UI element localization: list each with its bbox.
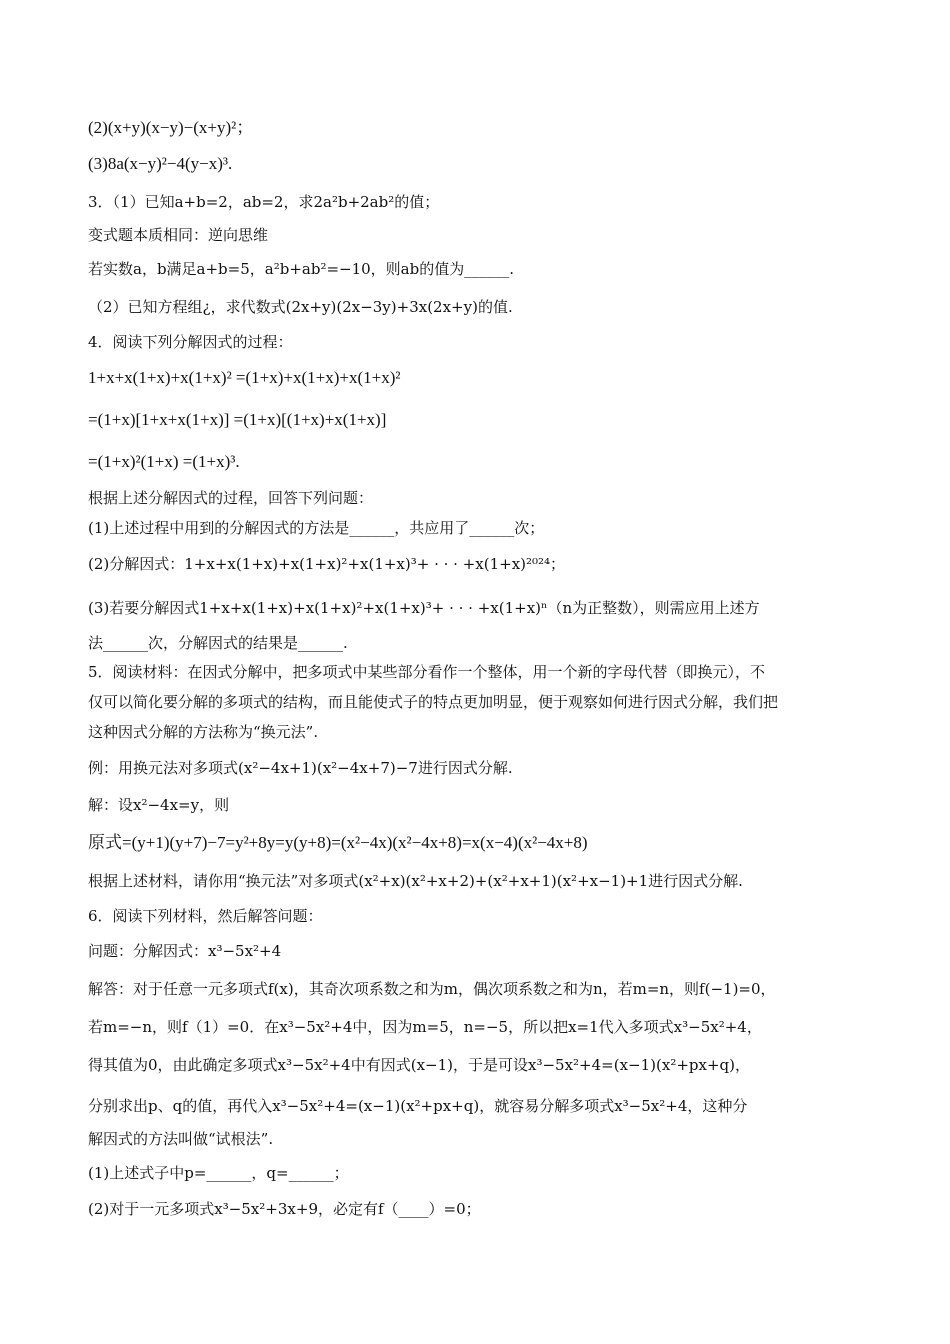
problem-6-answer-5: 解因式的方法叫做“试根法”. xyxy=(88,1130,274,1148)
problem-4-question-3: (3)若要分解因式1+x+x(1+x)+x(1+x)²+x(1+x)³+ · · · +x(1+x)ⁿ（n为正整数），则需应用上述方 xyxy=(88,599,760,617)
problem-4-instruction: 根据上述分解因式的过程，回答下列问题： xyxy=(88,489,374,507)
problem-6-problem: 问题：分解因式：x³−5x²+4 xyxy=(88,942,282,960)
problem-4-question-2: (2)分解因式：1+x+x(1+x)+x(1+x)²+x(1+x)³+ · · · +x(1+x)²⁰²⁴； xyxy=(88,555,566,573)
problem-6-answer-1: 解答：对于任意一元多项式f(x)，其奇次项系数之和为m，偶次项系数之和为n，若m=n，则f(−1)=0， xyxy=(88,980,776,998)
problem-3-part-1: 3．（1）已知a+b=2，ab=2，求2a²b+2ab²的值； xyxy=(88,193,440,211)
problem-6-answer-3: 得其值为0，由此确定多项式x³−5x²+4中有因式(x−1)，于是可设x³−5x²+4=(x−1)(x²+px+q)， xyxy=(88,1056,750,1074)
problem-2-part-3: (3)8a(x−y)²−4(y−x)³. xyxy=(88,154,233,173)
problem-5-solution: 解：设x²−4x=y，则 xyxy=(88,796,230,814)
factor-step-1: 1+x+x(1+x)+x(1+x)² =(1+x)+x(1+x)+x(1+x)² xyxy=(88,368,401,387)
problem-5-line-3: 这种因式分解的方法称为“换元法”. xyxy=(88,723,319,741)
problem-5-example: 例：用换元法对多项式(x²−4x+1)(x²−4x+7)−7进行因式分解. xyxy=(88,759,513,777)
problem-5-derivation: 原式=(y+1)(y+7)−7=y²+8y=y(y+8)=(x²−4x)(x²−4x+8)=x(x−4)(x²−4x+8) xyxy=(88,833,588,852)
factor-step-2: =(1+x)[1+x+x(1+x)] =(1+x)[(1+x)+x(1+x)] xyxy=(88,410,387,429)
problem-6-answer-2: 若m=−n，则f（1）=0．在x³−5x²+4中，因为m=5，n=−5，所以把x=1代入多项式x³−5x²+4， xyxy=(88,1018,762,1036)
problem-5-line-2: 仅可以简化要分解的多项式的结构，而且能使式子的特点更加明显，便于观察如何进行因式分解，我们把 xyxy=(88,693,779,711)
variant-note: 变式题本质相同：逆向思维 xyxy=(88,226,269,244)
problem-2-part-2: (2)(x+y)(x−y)−(x+y)²； xyxy=(88,118,254,137)
problem-6-question-1: (1)上述式子中p=______，q=______； xyxy=(88,1164,349,1182)
problem-6-answer-4: 分别求出p、q的值，再代入x³−5x²+4=(x−1)(x²+px+q)，就容易分解多项式x³−5x²+4，这种分 xyxy=(88,1097,748,1115)
problem-5-line-1: 5．阅读材料：在因式分解中，把多项式中某些部分看作一个整体，用一个新的字母代替（即换元），不 xyxy=(88,663,766,681)
problem-4-question-3-cont: 法______次，分解因式的结果是______. xyxy=(88,634,348,652)
problem-4-question-1: (1)上述过程中用到的分解因式的方法是______，共应用了______次； xyxy=(88,519,545,537)
problem-6-heading: 6．阅读下列材料，然后解答问题： xyxy=(88,907,323,925)
variant-question: 若实数a，b满足a+b=5，a²b+ab²=−10，则ab的值为______. xyxy=(88,260,514,278)
problem-3-part-2: （2）已知方程组¿，求代数式(2x+y)(2x−3y)+3x(2x+y)的值. xyxy=(88,298,513,316)
factor-step-3: =(1+x)²(1+x) =(1+x)³. xyxy=(88,452,240,471)
problem-5-question: 根据上述材料，请你用“换元法”对多项式(x²+x)(x²+x+2)+(x²+x+1)(x²+x−1)+1进行因式分解. xyxy=(88,872,743,890)
problem-6-question-2: (2)对于一元多项式x³−5x²+3x+9，必定有f（____）=0； xyxy=(88,1200,481,1218)
problem-4-heading: 4．阅读下列分解因式的过程： xyxy=(88,333,293,351)
